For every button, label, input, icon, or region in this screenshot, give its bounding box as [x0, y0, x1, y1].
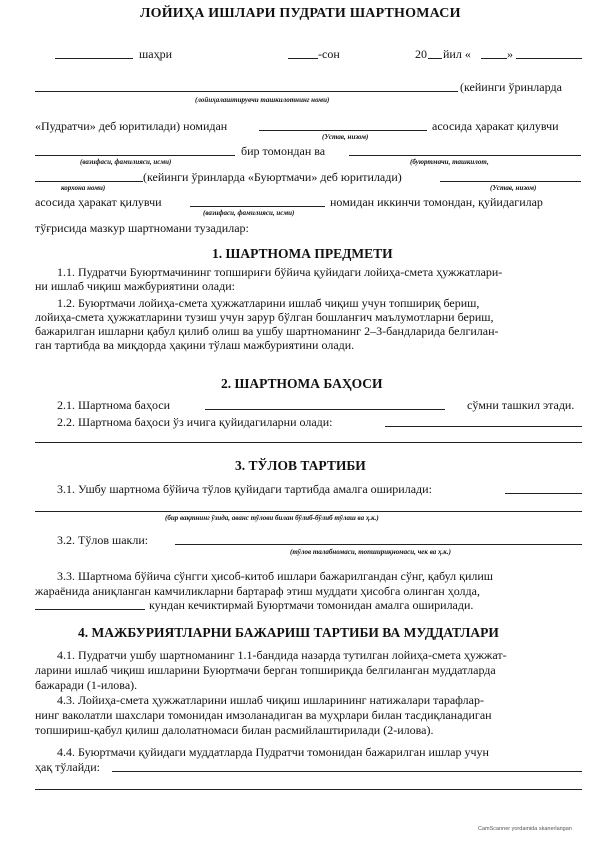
other-side-label: номидан иккинчи томондан, қуйидагилар	[330, 195, 543, 209]
hint-payment-order: (бир вақтнинг ўзида, аванс тўлови билан бўлиб-бўлиб тўлаш ва ҳ.к.)	[165, 514, 379, 522]
payment-form-blank	[175, 544, 582, 545]
s1-p2-line1: 1.2. Буюртмачи лойиҳа-смета ҳужжатларини ишлаб чиқиш учун топшириқ бериш,	[57, 296, 480, 310]
document-title: ЛОЙИҲА ИШЛАРИ ПУДРАТИ ШАРТНОМАСИ	[140, 6, 461, 21]
contractor-org-blank	[35, 91, 458, 92]
hint-payment-form: (тўлов талабномаси, топшириқномаси, чек ва ҳ.к.)	[290, 548, 451, 556]
hint-contractor-org: (лойиҳалаштирувчи ташкилотнинг номи)	[195, 96, 330, 104]
s3-p1: 3.1. Ушбу шартнома бўйича тўлов қуйидаги тартибда амалга оширилади:	[57, 482, 432, 496]
s2-p2: 2.2. Шартнома баҳоси ўз ичига қуйидагиларни олади:	[57, 415, 333, 429]
days-blank	[35, 609, 145, 610]
s4-p1-line1: 4.1. Пудратчи ушбу шартноманинг 1.1-бандида назарда тутилган лойиҳа-смета ҳужжат-	[57, 648, 507, 662]
contractor-person-blank	[35, 155, 235, 156]
s4-p2-line2: нинг ваколатли шахслари томонидан имзоланадиган ва муҳрлари билан тасдиқланадиган	[35, 708, 492, 722]
s3-p3-line1: 3.3. Шартнома бўйича сўнгги ҳисоб-китоб ишлари бажарилгандан сўнг, қабул қилиш	[57, 569, 494, 583]
s2-p1-b: сўмни ташкил этади.	[467, 398, 575, 412]
payment-order-blank-2	[35, 511, 582, 512]
section-3-heading: 3. ТЎЛОВ ТАРТИБИ	[235, 458, 366, 473]
day-quote-close: »	[507, 47, 513, 61]
further-referred-2: (кейинги ўринларда «Буюртмачи» деб юритилади)	[143, 170, 402, 184]
contractor-basis-blank	[259, 130, 427, 131]
month-blank	[516, 58, 582, 59]
section-2-heading: 2. ШАРТНОМА БАҲОСИ	[221, 376, 383, 391]
contract-price-blank	[205, 409, 445, 410]
s1-p2-line4: ган тартибда ва миқдорда ҳақини тўлаш мажбуриятини олади.	[35, 338, 355, 352]
contractor-named: «Пудратчи» деб юритилади) номидан	[35, 119, 228, 133]
customer-basis-blank	[440, 181, 581, 182]
payment-order-blank-1	[505, 493, 582, 494]
hint-customer-org-b: корхона номи)	[61, 184, 106, 192]
hint-charter-1: (Устав, низом)	[322, 133, 369, 141]
concluded-text: тўғрисида мазкур шартномани тузадилар:	[35, 221, 249, 235]
s4-p1-line2: ларини ишлаб чиқиш ишларини Буюртмачи берган топшириқда белгиланган муддатларда	[35, 663, 496, 677]
city-label: шаҳри	[139, 47, 172, 61]
one-side-label: бир томондан ва	[241, 144, 326, 158]
payment-terms-blank-2	[35, 789, 582, 790]
s4-p2-line1: 4.3. Лойиҳа-смета ҳужжатларини ишлаб чиқиш ишларининг натижалари тарафлар-	[57, 693, 484, 707]
customer-org-blank	[349, 155, 581, 156]
number-label: -сон	[318, 47, 340, 61]
hint-charter-2: (Устав, низом)	[490, 184, 537, 192]
s1-p1-line1: 1.1. Пудратчи Буюртмачининг топшириғи бўйича қуйидаги лойиҳа-смета ҳужжатлари-	[57, 265, 503, 279]
s1-p2-line3: бажарилган ишларни қабул қилиб олиш ва ушбу шартноманинг 2–3-бандларида белгилан-	[35, 324, 499, 338]
day-blank	[481, 58, 507, 59]
hint-position-1: (вазифаси, фамилияси, исми)	[80, 158, 172, 166]
s1-p1-line2: ни ишлаб чиқиш мажбуриятини олади:	[35, 279, 235, 293]
customer-person-blank	[190, 206, 325, 207]
hint-position-2: (вазифаси, фамилияси, исми)	[203, 209, 295, 217]
section-4-heading: 4. МАЖБУРИЯТЛАРНИ БАЖАРИШ ТАРТИБИ ВА МУДДАТЛАРИ	[78, 625, 499, 640]
payment-terms-blank-1	[112, 771, 582, 772]
hint-customer-org-a: (буюртмачи, ташкилот,	[410, 158, 489, 166]
s4-p3-line1: 4.4. Буюртмачи қуйидаги муддатларда Пудратчи томонидан бажарилган ишлар учун	[57, 745, 489, 759]
day-label: йил «	[443, 47, 471, 61]
year-blank	[428, 58, 442, 59]
number-blank	[288, 58, 318, 59]
further-referred-1: (кейинги ўринларда	[460, 80, 562, 94]
customer-org-blank-2	[35, 181, 143, 182]
acting-on-basis-2: асосида ҳаракат қилувчи	[35, 195, 162, 209]
s3-p3-line3: кундан кечиктирмай Буюртмачи томонидан амалга оширилади.	[149, 598, 474, 612]
s2-p1-a: 2.1. Шартнома баҳоси	[57, 398, 171, 412]
city-blank	[55, 58, 133, 59]
s4-p2-line3: топшириш-қабул қилиш далолатномаси билан расмийлаштирилади (2-илова).	[35, 723, 434, 737]
year-prefix: 20	[415, 47, 427, 61]
scanner-footer-text: CamScanner yordamida skanerlangan	[478, 826, 572, 832]
s4-p3-line2: ҳақ тўлайди:	[35, 760, 100, 774]
s3-p3-line2: жараёнида аниқланган камчиликларни бартараф этиш муддати ҳисобга олинган ҳолда,	[35, 584, 480, 598]
section-1-heading: 1. ШАРТНОМА ПРЕДМЕТИ	[212, 246, 393, 261]
s1-p2-line2: лойиҳа-смета ҳужжатларини тузиш учун зарур бўлган бошланғич маълумотларни бериш,	[35, 310, 494, 324]
acting-on-basis-1: асосида ҳаракат қилувчи	[432, 119, 559, 133]
s3-p2: 3.2. Тўлов шакли:	[57, 533, 149, 547]
price-includes-blank-1	[385, 426, 582, 427]
s4-p1-line3: бажаради (1-илова).	[35, 678, 138, 692]
price-includes-blank-2	[35, 442, 582, 443]
